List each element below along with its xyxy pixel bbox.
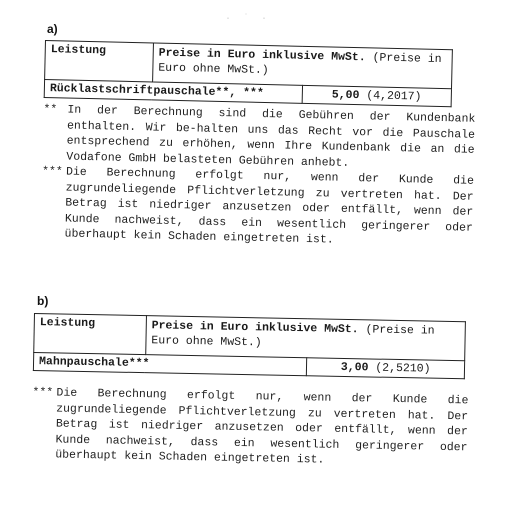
section-a-price-table bbox=[44, 40, 453, 107]
scan-smudge: · ˙ · bbox=[225, 14, 271, 25]
footnote-mark: *** bbox=[41, 164, 63, 179]
footnote bbox=[40, 164, 474, 251]
section-a-block bbox=[40, 40, 484, 251]
section-a-label: a) bbox=[47, 22, 58, 36]
row-value-net: (4,2017) bbox=[366, 89, 422, 104]
header-leistung: Leistung bbox=[34, 314, 147, 355]
footnote-mark: ** bbox=[43, 102, 58, 117]
section-b-price-table bbox=[33, 313, 466, 379]
section-b-notes bbox=[31, 385, 468, 471]
header-preise-bold: Preise in Euro inklusive MwSt. bbox=[151, 319, 359, 337]
header-preise bbox=[153, 43, 453, 89]
section-b-label: b) bbox=[37, 294, 49, 308]
header-preise bbox=[146, 316, 466, 361]
footnote-text: In der Berechnung sind die Gebühren der Kundenbank enthalten. Wir be-halten uns das Recht vor die Pauschale entsprechend zu erhöhen, wenn Ihre Kundenbank die an die Vodafone GmbH belasteten Gebühren anhebt. bbox=[66, 103, 476, 170]
row-label-mahnpauschale: Mahnpauschale*** bbox=[33, 353, 307, 376]
row-value-cell bbox=[307, 358, 465, 379]
header-preise-bold: Preise in Euro inklusive MwSt. bbox=[158, 46, 366, 65]
row-value-cell bbox=[302, 85, 452, 106]
section-a-notes bbox=[40, 102, 475, 251]
row-value: 3,00 bbox=[340, 360, 369, 375]
row-value: 5,00 bbox=[331, 88, 360, 103]
footnote-mark: *** bbox=[32, 385, 54, 400]
footnote-text: Die Berechnung erfolgt nur, wenn der Kunde die zugrundeliegende Pflichtverletzung zu vertreten hat. Der Betrag ist niedriger anzusetzen oder entfällt, wenn der Kunde nachweist, dass ein wesentlich geringerer oder überhaupt kein Schaden eingetreten ist. bbox=[55, 386, 469, 467]
footnote bbox=[31, 385, 468, 471]
section-b-block bbox=[31, 313, 474, 471]
header-preise-rest: (Preise in Euro ohne MwSt.) bbox=[151, 323, 435, 350]
header-leistung: Leistung bbox=[45, 41, 154, 82]
row-value-net: (2,5210) bbox=[375, 361, 431, 376]
row-label-ruecklastschrift: Rücklastschriftpauschale**, *** bbox=[44, 80, 302, 104]
footnote bbox=[42, 102, 475, 174]
header-preise-rest: (Preise in Euro ohne MwSt.) bbox=[158, 51, 442, 78]
footnote-text: Die Berechnung erfolgt nur, wenn der Kunde die zugrundeliegende Pflichtverletzung zu vertreten hat. Der Betrag ist niedriger anzusetzen oder entfällt, wenn der Kunde nachweist, dass ein wesentlich geringerer oder überhaupt kein Schaden eingetreten ist. bbox=[64, 165, 475, 247]
